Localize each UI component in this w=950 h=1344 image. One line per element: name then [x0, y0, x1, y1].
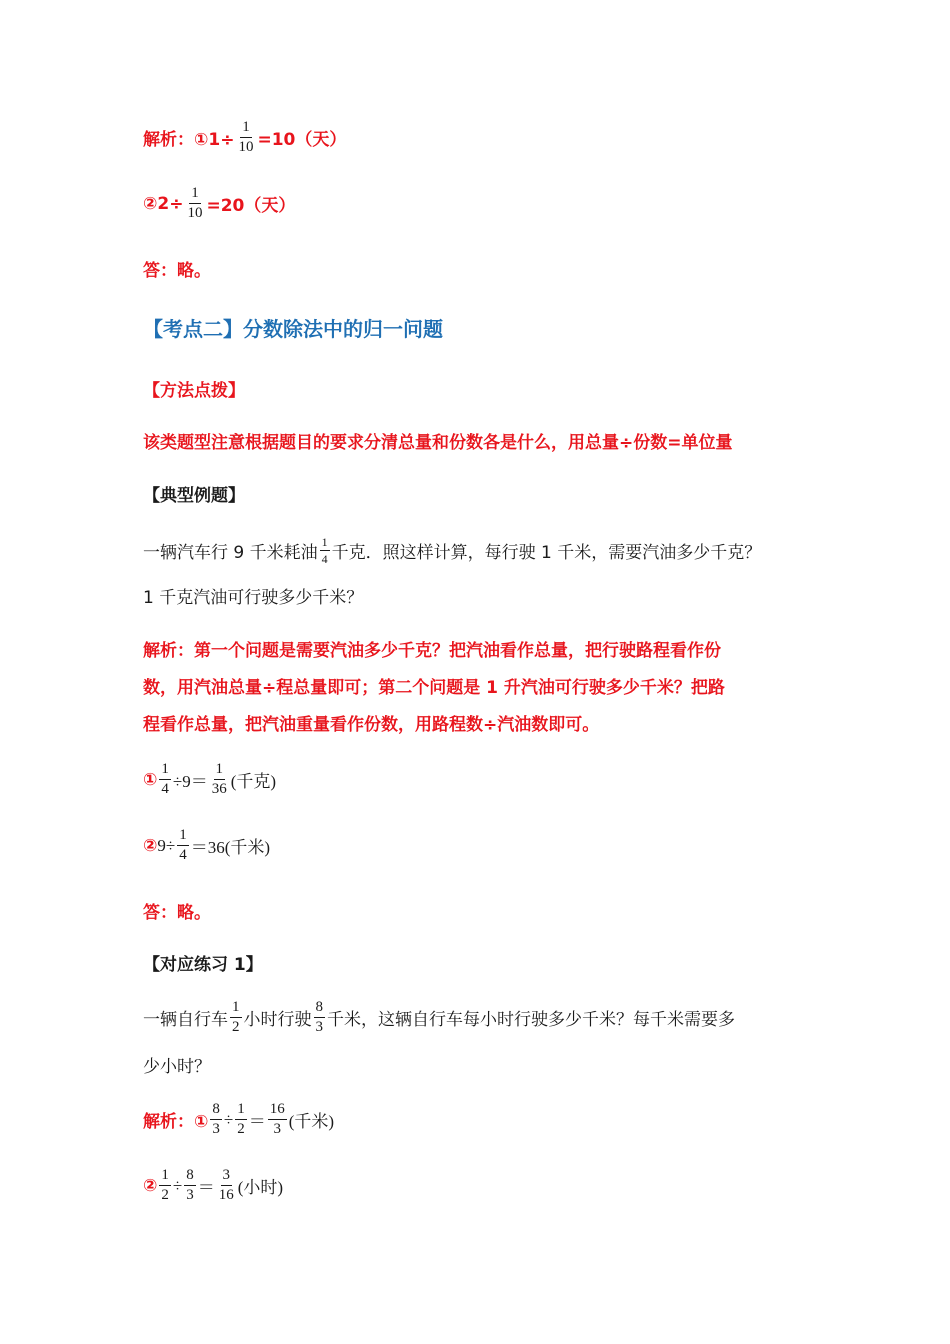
fraction: [184, 1168, 196, 1203]
analysis-text: 解析：第一个问题是需要汽油多少千克？把汽油看作总量，把行驶路程看作份: [143, 641, 721, 661]
fraction: [320, 536, 330, 565]
fraction: [230, 1000, 242, 1035]
fraction: [217, 1168, 236, 1203]
equation-result: ＝36(千米): [190, 838, 271, 857]
equation-operator: ＝: [248, 1112, 266, 1131]
practice-problem-line2: [143, 1052, 211, 1077]
fraction: [177, 828, 189, 863]
practice-step2-line: [143, 1168, 283, 1203]
unit-label: (小时): [237, 1178, 284, 1197]
fraction-denominator: 36: [211, 781, 227, 797]
problem-text: 千米，这辆自行车每小时行驶多少千米？每千米需要多: [327, 1010, 735, 1030]
fraction-numerator: 3: [221, 1168, 233, 1186]
problem-text: 一辆汽车行 9 千米耗油: [143, 543, 318, 563]
problem-text: 少小时？: [143, 1057, 211, 1077]
fraction-denominator: 3: [186, 1187, 194, 1203]
ex1-step2-label: ②2÷: [143, 193, 184, 214]
method-heading-text: 【方法点拨】: [143, 381, 245, 401]
section-title: [143, 313, 443, 342]
fraction-denominator: 3: [273, 1121, 281, 1137]
example-heading-text: 【典型例题】: [143, 486, 245, 506]
analysis-text: 程看作总量，把汽油重量看作份数，用路程数÷汽油数即可。: [143, 715, 600, 735]
step-number: ①: [143, 769, 158, 790]
section-title-text: 【考点二】分数除法中的归一问题: [143, 317, 443, 341]
fraction-numerator: 1: [230, 1000, 242, 1018]
practice-heading-text: 【对应练习 1】: [143, 955, 263, 975]
fraction-numerator: 1: [159, 1168, 171, 1186]
fraction: [210, 1102, 222, 1137]
fraction-denominator: 3: [315, 1019, 323, 1035]
fraction-denominator: 2: [237, 1121, 245, 1137]
problem-text: 一辆自行车: [143, 1010, 228, 1030]
fraction-denominator: 2: [232, 1019, 240, 1035]
fraction: [268, 1102, 287, 1137]
example-step2-line: [143, 828, 270, 863]
fraction-numerator: 8: [314, 1000, 326, 1018]
answer-text: 答：略。: [143, 903, 211, 923]
fraction: [210, 762, 229, 797]
fraction-denominator: 4: [161, 781, 169, 797]
analysis-text: 数，用汽油总量÷程总量即可；第二个问题是 1 升汽油可行驶多少千米？把路: [143, 678, 725, 698]
fraction-denominator: 10: [238, 139, 254, 155]
method-text-content: 该类题型注意根据题目的要求分清总量和份数各是什么，用总量÷份数=单位量: [143, 433, 733, 453]
practice-heading: [143, 950, 263, 975]
example-problem-line2: [143, 583, 363, 608]
example-analysis-line3: [143, 710, 599, 735]
problem-text: 小时行驶: [243, 1010, 312, 1030]
fraction-denominator: 2: [161, 1187, 169, 1203]
fraction-numerator: 1: [177, 828, 189, 846]
example-problem-line1: [143, 536, 761, 565]
fraction-numerator: 8: [184, 1168, 196, 1186]
equation-operator: ÷: [223, 1109, 234, 1129]
problem-text: 1 千克汽油可行驶多少千米？: [143, 588, 364, 608]
fraction-numerator: 1: [240, 120, 252, 138]
equation-operator: ÷: [172, 1175, 183, 1195]
fraction-numerator: 1: [159, 762, 171, 780]
problem-text: 千克．照这样计算，每行驶 1 千米，需要汽油多少千克？: [331, 543, 762, 563]
equation-operator: 9÷: [157, 835, 176, 855]
fraction-numerator: 1: [235, 1102, 247, 1120]
example-answer: [143, 898, 211, 923]
fraction: [235, 1102, 247, 1137]
fraction-denominator: 4: [321, 552, 328, 566]
answer-text: 答：略。: [143, 261, 211, 281]
equation-operator: ＝: [197, 1178, 215, 1197]
practice-problem-line1: [143, 1000, 735, 1035]
ex1-answer: [143, 256, 211, 281]
fraction-numerator: 1: [214, 762, 226, 780]
step-number: ②: [143, 835, 158, 856]
step-number: ②: [143, 1175, 158, 1196]
example-step1-line: [143, 762, 276, 797]
fraction-numerator: 1: [321, 535, 328, 549]
ex1-step2-line: [143, 186, 295, 221]
ex1-analysis-label: 解析：①1÷: [143, 130, 235, 150]
ex1-analysis-line: [143, 120, 346, 155]
example-heading: [143, 481, 245, 506]
equation-operator: ÷9＝: [172, 772, 208, 791]
method-text: [143, 428, 733, 453]
fraction: [314, 1000, 326, 1035]
fraction: [159, 1168, 171, 1203]
fraction-denominator: 10: [187, 205, 203, 221]
method-heading: [143, 376, 245, 401]
unit-label: (千克): [230, 772, 277, 791]
fraction: [185, 186, 204, 221]
fraction-denominator: 3: [212, 1121, 220, 1137]
fraction-denominator: 4: [179, 847, 187, 863]
fraction: [236, 120, 255, 155]
example-analysis-line2: [143, 673, 725, 698]
fraction-numerator: 8: [210, 1102, 222, 1120]
fraction: [159, 762, 171, 797]
fraction-numerator: 16: [268, 1102, 287, 1120]
example-analysis-line1: [143, 636, 721, 661]
ex1-step2-result: =20（天）: [206, 196, 296, 216]
analysis-label: 解析：①: [143, 1112, 209, 1132]
fraction-numerator: 1: [189, 186, 201, 204]
practice-step1-line: [143, 1102, 334, 1137]
fraction-denominator: 16: [218, 1187, 234, 1203]
unit-label: (千米): [288, 1112, 335, 1131]
ex1-analysis-result: =10（天）: [257, 130, 347, 150]
